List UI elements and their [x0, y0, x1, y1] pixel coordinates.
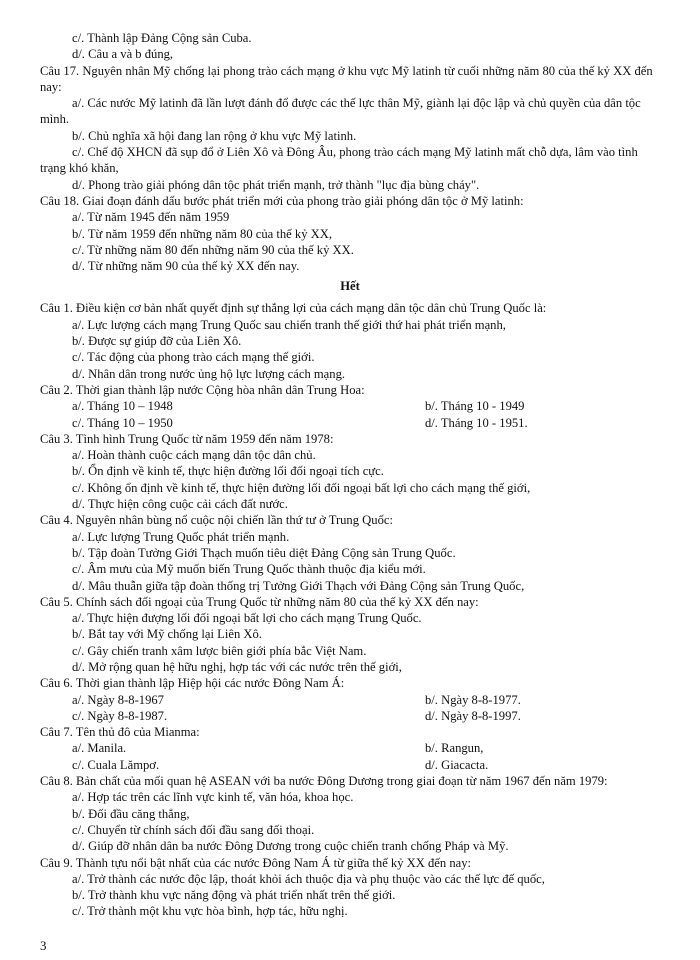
answer-pair-row	[0, 708, 700, 724]
answer-option: a/. Trở thành các nước độc lập, thoát khỏi ách thuộc địa và phụ thuộc vào các thế lực đế quốc,	[72, 871, 545, 886]
answer-option: c/. Ngày 8-8-1987.	[72, 708, 168, 723]
answer-option: b/. Chủ nghĩa xã hội đang lan rộng ở khu vực Mỹ latinh.	[72, 128, 357, 143]
questions-block	[0, 300, 700, 919]
question-text: Câu 18. Giai đoạn đánh dấu bước phát triển mới của phong trào giải phóng dân tộc ở Mỹ latinh:	[40, 193, 524, 208]
question-text: Câu 4. Nguyên nhân bùng nổ cuộc nội chiến lần thứ tư ở Trung Quốc:	[40, 513, 393, 528]
answer-option: b/. Ngày 8-8-1977.	[425, 692, 521, 707]
answer-option: c/. Tháng 10 – 1950	[72, 415, 173, 430]
answer-option: d/. Mở rộng quan hệ hữu nghị, hợp tác với các nước trên thế giới,	[72, 659, 402, 674]
answer-option: c/. Tác động của phong trào cách mạng thế giới.	[72, 350, 315, 365]
answer-option: d/. Giacacta.	[425, 757, 489, 772]
question-text: Câu 3. Tình hình Trung Quốc từ năm 1959 đến năm 1978:	[40, 431, 334, 446]
page-number: 3	[40, 938, 47, 953]
answer-pair-row	[0, 398, 700, 414]
answer-option: a/. Lực lượng cách mạng Trung Quốc sau chiến tranh thế giới thứ hai phát triển mạnh,	[72, 317, 506, 332]
answer-option: b/. Ổn định về kinh tế, thực hiện đường lối đối ngoại tích cực.	[72, 464, 384, 479]
question-text: Câu 1. Điều kiện cơ bản nhất quyết định sự thắng lợi của cách mạng dân tộc dân chủ Trung Quốc là:	[40, 301, 547, 316]
answer-option: c/. Chuyển từ chính sách đối đầu sang đối thoại.	[72, 822, 315, 837]
answer-option: a/. Hợp tác trên các lĩnh vực kinh tế, văn hóa, khoa học.	[72, 790, 354, 805]
answer-option: d/. Tháng 10 - 1951.	[425, 415, 528, 430]
answer-option: b/. Từ năm 1959 đến những năm 80 của thế kỷ XX,	[72, 226, 333, 241]
answer-option: a/. Lực lượng Trung Quốc phát triển mạnh.	[72, 529, 290, 544]
previous-questions-block	[0, 30, 700, 274]
answer-option: c/. Thành lập Đảng Cộng sản Cuba.	[72, 31, 252, 45]
answer-option: c/. Không ổn định về kinh tế, thực hiện đường lối đối ngoại bất lợi cho cách mạng thế giới,	[72, 480, 531, 495]
answer-pair-row	[0, 740, 700, 756]
answer-option: d/. Câu a và b đúng,	[72, 47, 174, 62]
answer-option: d/. Thực hiện công cuộc cải cách đất nước.	[72, 497, 288, 512]
answer-pair-row	[0, 757, 700, 773]
question-text: Câu 2. Thời gian thành lập nước Cộng hòa nhân dân Trung Hoa:	[40, 382, 365, 397]
question-text: Câu 17. Nguyên nhân Mỹ chống lại phong trào cách mạng ở khu vực Mỹ latinh từ cuối những năm 80 của thế kỷ XX đến nay:	[40, 63, 653, 94]
answer-pair-row	[0, 692, 700, 708]
answer-option: d/. Từ những năm 90 của thế kỷ XX đến nay.	[72, 259, 300, 274]
answer-option: a/. Hoàn thành cuộc cách mạng dân tộc dân chủ.	[72, 448, 316, 463]
answer-option: b/. Trở thành khu vực năng động và phát triển nhất trên thế giới.	[72, 888, 396, 903]
answer-option: a/. Ngày 8-8-1967	[72, 692, 164, 707]
answer-option: d/. Phong trào giải phóng dân tộc phát triển mạnh, trở thành "lục địa bùng cháy".	[72, 177, 480, 192]
end-marker: Hết	[340, 279, 360, 294]
answer-option: b/. Tháng 10 - 1949	[425, 399, 525, 414]
question-text: Câu 8. Bản chất của mối quan hệ ASEAN với ba nước Đông Dương trong giai đoạn từ năm 1967 đến năm 1979:	[40, 774, 608, 789]
answer-option: c/. Gây chiến tranh xâm lược biên giới phía bắc Việt Nam.	[72, 643, 367, 658]
answer-option: a/. Thực hiện đượng lối đối ngoại bất lợi cho cách mạng Trung Quốc.	[72, 611, 422, 626]
answer-option: c/. Chế độ XHCN đã sụp đổ ở Liên Xô và Đông Âu, phong trào cách mạng Mỹ latinh mất chỗ dựa, lâm vào tình trạng khó khăn,	[40, 145, 638, 176]
answer-option: b/. Bắt tay với Mỹ chống lại Liên Xô.	[72, 627, 262, 642]
answer-option: a/. Tháng 10 – 1948	[72, 399, 173, 414]
answer-option: d/. Giúp đỡ nhân dân ba nước Đông Dương trong cuộc chiến tranh chống Pháp và Mỹ.	[72, 839, 509, 854]
answer-option: a/. Từ năm 1945 đến năm 1959	[72, 210, 230, 225]
answer-option: b/. Tập đoàn Tưởng Giới Thạch muốn tiêu diệt Đảng Cộng sản Trung Quốc.	[72, 545, 456, 560]
question-text: Câu 6. Thời gian thành lập Hiệp hội các nước Đông Nam Á:	[40, 676, 345, 691]
answer-option: b/. Được sự giúp đỡ của Liên Xô.	[72, 334, 242, 349]
answer-option: b/. Rangun,	[425, 741, 484, 756]
answer-option: c/. Cuala Lămpơ.	[72, 757, 160, 772]
document-page	[0, 30, 700, 920]
answer-option: c/. Trở thành một khu vực hòa bình, hợp tác, hữu nghị.	[72, 904, 348, 919]
question-text: Câu 5. Chính sách đối ngoại của Trung Quốc từ những năm 80 của thế kỷ XX đến nay:	[40, 594, 479, 609]
answer-option: a/. Manila.	[72, 741, 127, 756]
answer-option: d/. Ngày 8-8-1997.	[425, 708, 521, 723]
answer-option: a/. Các nước Mỹ latinh đã lần lượt đánh đổ được các thế lực thân Mỹ, giành lại độc lập và chủ quyền của dân tộc mình.	[40, 96, 641, 127]
answer-option: b/. Đối đầu căng thẳng,	[72, 806, 190, 821]
answer-option: c/. Từ những năm 80 đến những năm 90 của thế kỷ XX.	[72, 242, 354, 257]
answer-option: d/. Mâu thuẫn giữa tập đoàn thống trị Tưởng Giới Thạch với Đảng Cộng sản Trung Quốc,	[72, 578, 525, 593]
answer-pair-row	[0, 415, 700, 431]
answer-option: d/. Nhân dân trong nước ủng hộ lực lượng cách mạng.	[72, 366, 346, 381]
question-text: Câu 9. Thành tựu nổi bật nhất của các nước Đông Nam Á từ giữa thế kỷ XX đến nay:	[40, 855, 472, 870]
answer-option: c/. Âm mưu của Mỹ muốn biến Trung Quốc thành thuộc địa kiểu mới.	[72, 562, 426, 577]
question-text: Câu 7. Tên thủ đô của Mianma:	[40, 725, 200, 740]
